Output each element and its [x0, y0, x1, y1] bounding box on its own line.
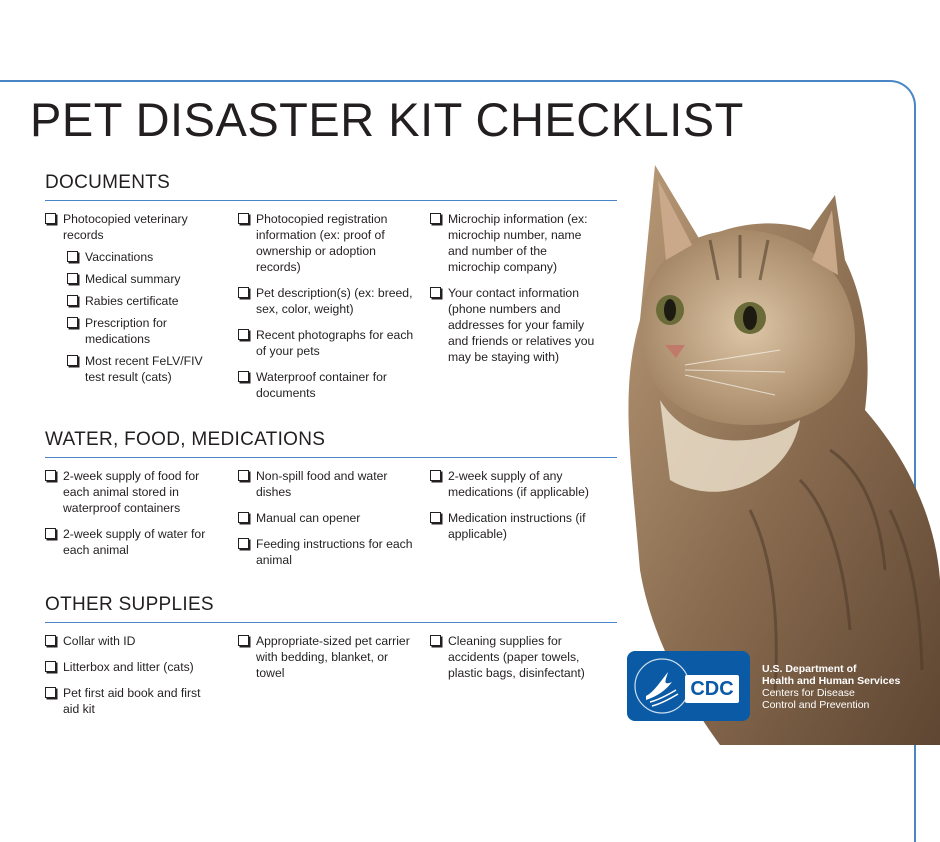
checkbox-icon[interactable]	[430, 470, 441, 481]
column-3	[430, 633, 590, 691]
checkbox-icon[interactable]	[45, 470, 56, 481]
checklist-item[interactable]: Waterproof container for documents	[238, 369, 423, 401]
checklist-item[interactable]: 2-week supply of water for each animal	[45, 526, 225, 558]
checkbox-icon[interactable]	[430, 287, 441, 298]
column-1	[45, 468, 225, 568]
column-1	[45, 633, 215, 727]
checklist-item[interactable]: Pet description(s) (ex: breed, sex, color, weight)	[238, 285, 423, 317]
checklist-item[interactable]: Appropriate-sized pet carrier with bedding, blanket, or towel	[238, 633, 416, 681]
checkbox-icon[interactable]	[238, 213, 249, 224]
column-2	[238, 633, 416, 691]
checklist-item[interactable]: Photocopied veterinary records Vaccinations Medical summary Rabies certificate Prescription for medications Most recent FeLV/FIV test result (cats)	[45, 211, 225, 385]
checklist-item[interactable]: Medication instructions (if applicable)	[430, 510, 600, 542]
checklist-item[interactable]: Cleaning supplies for accidents (paper towels, plastic bags, disinfectant)	[430, 633, 590, 681]
other-supplies-section	[45, 594, 617, 753]
cdc-wordmark: CDC	[685, 675, 739, 703]
checkbox-icon[interactable]	[238, 287, 249, 298]
checklist-item[interactable]: Collar with ID	[45, 633, 215, 649]
column-1	[45, 211, 225, 395]
checkbox-icon[interactable]	[430, 213, 441, 224]
hhs-text-block: U.S. Department of Health and Human Services Centers for Disease Control and Prevention	[762, 663, 901, 711]
checklist-item[interactable]: Manual can opener	[238, 510, 418, 526]
checklist-item[interactable]: Recent photographs for each of your pets	[238, 327, 423, 359]
checklist-item[interactable]: 2-week supply of any medications (if applicable)	[430, 468, 600, 500]
checklist-subitem[interactable]: Vaccinations	[67, 249, 225, 265]
documents-section	[45, 172, 617, 441]
section-heading-water-food: WATER, FOOD, MEDICATIONS	[45, 429, 617, 458]
checkbox-icon[interactable]	[238, 329, 249, 340]
checkbox-icon[interactable]	[238, 470, 249, 481]
page-title: PET DISASTER KIT CHECKLIST	[30, 93, 744, 146]
checklist-item[interactable]: Your contact information (phone numbers and addresses for your family and friends or relatives you may be staying with)	[430, 285, 595, 365]
checkbox-icon[interactable]	[238, 371, 249, 382]
checklist-item[interactable]: Pet first aid book and first aid kit	[45, 685, 215, 717]
checkbox-icon[interactable]	[430, 635, 441, 646]
checkbox-icon[interactable]	[45, 213, 56, 224]
checkbox-icon[interactable]	[67, 317, 78, 328]
section-heading-documents: DOCUMENTS	[45, 172, 617, 201]
hhs-eagle-icon	[632, 656, 692, 716]
checklist-item[interactable]: Litterbox and litter (cats)	[45, 659, 215, 675]
checklist-item[interactable]: Photocopied registration information (ex: proof of ownership or adoption records)	[238, 211, 423, 275]
checkbox-icon[interactable]	[45, 687, 56, 698]
checklist-subitem[interactable]: Rabies certificate	[67, 293, 225, 309]
checkbox-icon[interactable]	[67, 295, 78, 306]
checkbox-icon[interactable]	[45, 528, 56, 539]
column-3	[430, 468, 600, 552]
checklist-item[interactable]: Microchip information (ex: microchip number, name and number of the microchip company)	[430, 211, 595, 275]
checkbox-icon[interactable]	[45, 661, 56, 672]
column-2	[238, 468, 418, 578]
checklist-subitem[interactable]: Prescription for medications	[67, 315, 225, 347]
water-food-medications-section	[45, 429, 617, 588]
section-heading-other-supplies: OTHER SUPPLIES	[45, 594, 617, 623]
sublist	[67, 249, 225, 385]
checkbox-icon[interactable]	[67, 355, 78, 366]
checklist-item[interactable]: Non-spill food and water dishes	[238, 468, 418, 500]
column-3	[430, 211, 595, 375]
checklist-item[interactable]: Feeding instructions for each animal	[238, 536, 418, 568]
checklist-subitem[interactable]: Medical summary	[67, 271, 225, 287]
checklist-item[interactable]: 2-week supply of food for each animal stored in waterproof containers	[45, 468, 225, 516]
column-2	[238, 211, 423, 411]
checkbox-icon[interactable]	[430, 512, 441, 523]
checkbox-icon[interactable]	[238, 512, 249, 523]
checkbox-icon[interactable]	[67, 251, 78, 262]
checklist-subitem[interactable]: Most recent FeLV/FIV test result (cats)	[67, 353, 225, 385]
checkbox-icon[interactable]	[238, 538, 249, 549]
checkbox-icon[interactable]	[45, 635, 56, 646]
checkbox-icon[interactable]	[67, 273, 78, 284]
checkbox-icon[interactable]	[238, 635, 249, 646]
